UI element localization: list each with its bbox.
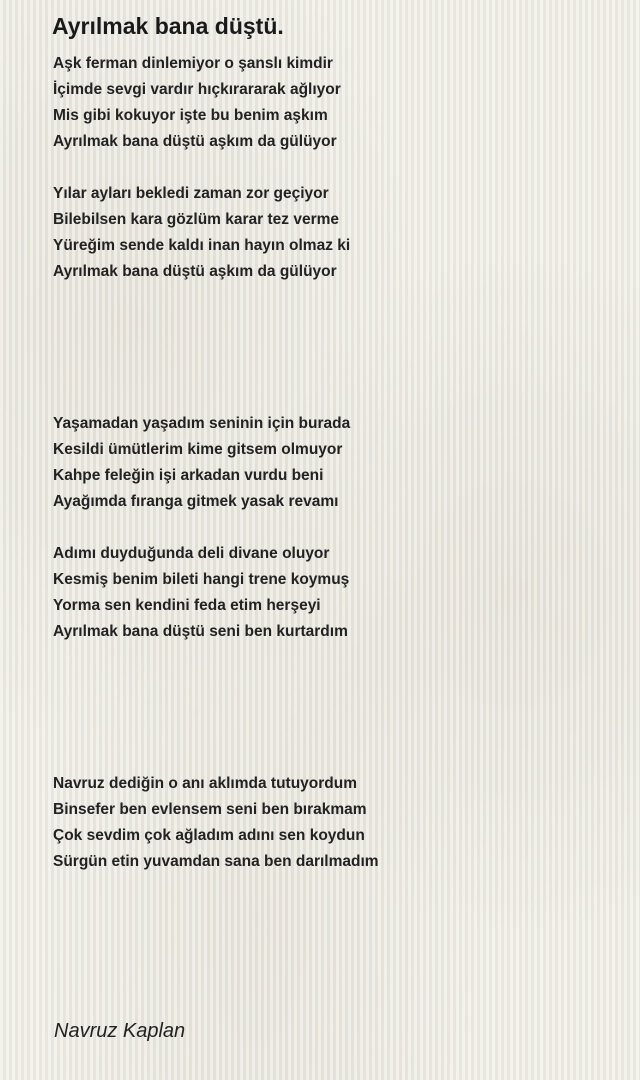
poem-line: İçimde sevgi vardır hıçkırararak ağlıyor [53,81,341,98]
poem-line: Çok sevdim çok ağladım adını sen koydun [53,827,365,844]
poem-line: Ayrılmak bana düştü aşkım da gülüyor [53,263,337,280]
stanza-5 [53,771,379,875]
author-name: Navruz Kaplan [54,1020,186,1042]
poem-line: Aşk ferman dinlemiyor o şanslı kimdir [53,55,333,72]
poem-line: Yorma sen kendini feda etim herşeyi [53,597,321,614]
poem-title: Ayrılmak bana düştü. [52,13,284,39]
poem-line: Kesmiş benim bileti hangi trene koymuş [53,571,350,588]
poem-line: Sürgün etin yuvamdan sana ben darılmadım [53,853,379,870]
stanza-3 [53,411,350,515]
stanza-1 [53,51,341,155]
poem-line: Binsefer ben evlensem seni ben bırakmam [53,801,367,818]
poem-line: Kesildi ümütlerim kime gitsem olmuyor [53,441,343,458]
poem-line: Ayağımda fıranga gitmek yasak revamı [53,493,339,510]
poem-line: Ayrılmak bana düştü aşkım da gülüyor [53,133,337,150]
poem-line: Yılar ayları bekledi zaman zor geçiyor [53,185,329,202]
poem-line: Navruz dediğin o anı aklımda tutuyordum [53,775,358,792]
poem-line: Mis gibi kokuyor işte bu benim aşkım [53,107,328,124]
poem-line: Bilebilsen kara gözlüm karar tez verme [53,211,340,228]
poem-line: Yüreğim sende kaldı inan hayın olmaz ki [53,237,351,254]
poem-line: Ayrılmak bana düştü seni ben kurtardım [53,623,348,640]
stanza-4 [53,541,349,645]
poem-line: Adımı duyduğunda deli divane oluyor [53,545,330,562]
stanza-2 [53,181,350,285]
poem-line: Yaşamadan yaşadım seninin için burada [53,415,351,432]
poem-line: Kahpe feleğin işi arkadan vurdu beni [53,467,324,484]
